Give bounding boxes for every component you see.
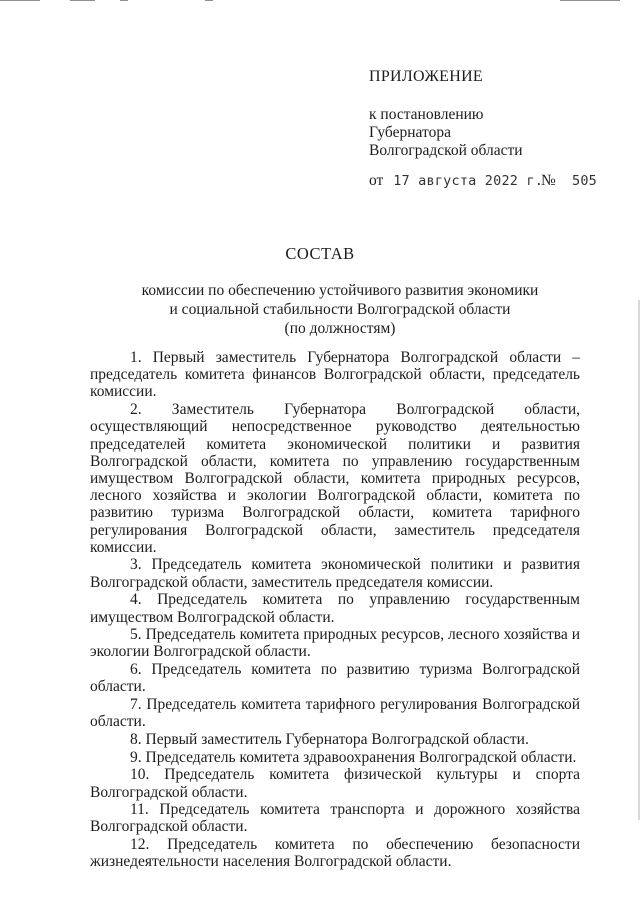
resolution-date: 17 августа 2022 г. [393, 173, 544, 189]
list-item: 8. Первый заместитель Губернатора Волгоградской области. [130, 730, 529, 748]
subtitle-line: комиссии по обеспечению устойчивого развития экономики [141, 282, 539, 299]
list-item: 2. Заместитель Губернатора Волгоградской области, осуществляющий непосредственное руководство деятельностью председателей комитета экономической политики и развития Волгоградской области, комитета по управлению государственным имуществом Волгоградской области, комитета природных ресурсов, лесного хозяйства и экологии Волгоградской области, комитета по развитию туризма Волгоградской области, комитета тарифного регулирования Волгоградской области, заместитель председателя комиссии. [90, 401, 580, 556]
resolution-line: Губернатора [369, 124, 451, 141]
document-subtitle [0, 281, 640, 338]
appendix-heading: ПРИЛОЖЕНИЕ [369, 68, 484, 85]
scan-artifact [70, 0, 95, 1]
scan-artifact [205, 0, 213, 1]
scan-artifact [0, 0, 40, 1]
resolution-line: к постановлению [369, 106, 484, 123]
number-label: № [541, 172, 556, 189]
list-item: 1. Первый заместитель Губернатора Волгоградской области – председатель комитета финансов Волгоградской области, председатель комиссии. [90, 349, 580, 401]
list-item: 11. Председатель комитета транспорта и дорожного хозяйства Волгоградской области. [90, 801, 580, 836]
composition-list [90, 349, 580, 871]
list-item: 7. Председатель комитета тарифного регулирования Волгоградской области. [90, 696, 580, 731]
scan-artifact [120, 0, 128, 1]
from-label: от [369, 172, 384, 189]
list-item: 3. Председатель комитета экономической политики и развития Волгоградской области, заместитель председателя комиссии. [90, 556, 580, 591]
subtitle-line: и социальной стабильности Волгоградской области [169, 301, 511, 318]
list-item: 4. Председатель комитета по управлению государственным имуществом Волгоградской области. [90, 591, 580, 626]
resolution-number: 505 [572, 173, 597, 189]
scan-artifact [560, 0, 620, 1]
document-title: СОСТАВ [285, 244, 355, 263]
list-item: 5. Председатель комитета природных ресурсов, лесного хозяйства и экологии Волгоградской области. [90, 626, 580, 661]
list-item: 6. Председатель комитета по развитию туризма Волгоградской области. [90, 661, 580, 696]
list-item: 10. Председатель комитета физической культуры и спорта Волгоградской области. [90, 766, 580, 801]
list-item: 12. Председатель комитета по обеспечению безопасности жизнедеятельности населения Волгоградской области. [90, 836, 580, 871]
subtitle-line: (по должностям) [284, 320, 396, 337]
list-item: 9. Председатель комитета здравоохранения Волгоградской области. [130, 748, 577, 766]
resolution-line: Волгоградской области [369, 142, 523, 159]
resolution-reference [369, 106, 523, 160]
date-number-line [369, 172, 597, 190]
